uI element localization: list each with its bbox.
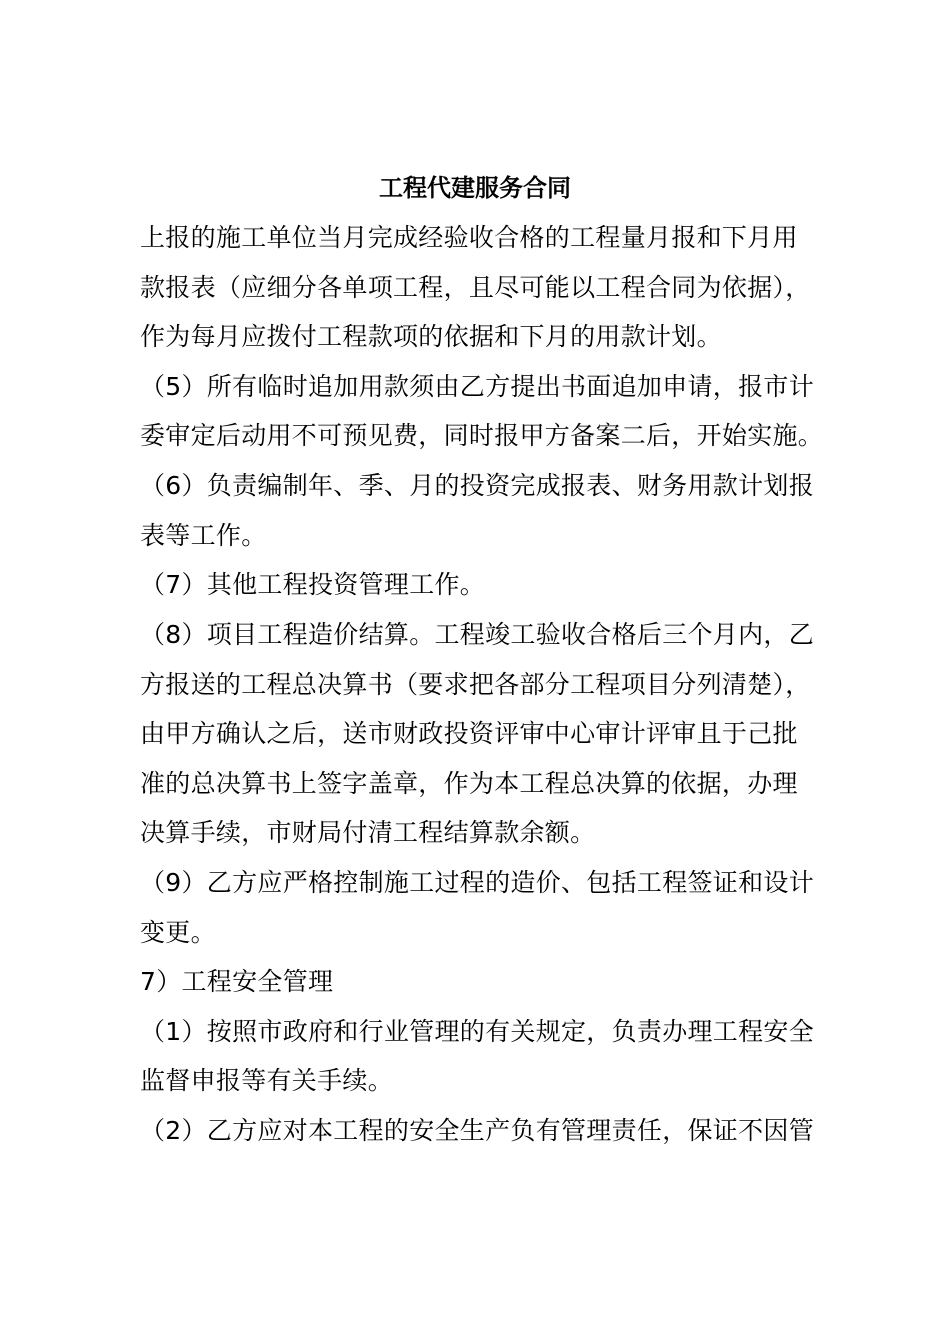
text-line: 款报表（应细分各单项工程，且尽可能以工程合同为依据）， xyxy=(140,273,811,302)
text-line: （9）乙方应严格控制施工过程的造价、包括工程签证和设计 xyxy=(140,868,815,897)
text-line: 变更。 xyxy=(140,918,216,947)
text-line: 由甲方确认之后，送市财政投资评审中心审计评审且于己批 xyxy=(140,719,798,748)
text-line: （8）项目工程造价结算。工程竣工验收合格后三个月内，乙 xyxy=(140,620,815,649)
text-line: 方报送的工程总决算书（要求把各部分工程项目分列清楚）， xyxy=(140,670,811,699)
text-line: （7）其他工程投资管理工作。 xyxy=(140,570,486,599)
text-line: （1）按照市政府和行业管理的有关规定，负责办理工程安全 xyxy=(140,1017,815,1046)
section-heading: 7）工程安全管理 xyxy=(140,967,334,996)
text-line: 监督申报等有关手续。 xyxy=(140,1066,394,1095)
text-line: 作为每月应拨付工程款项的依据和下月的用款计划。 xyxy=(140,322,722,351)
text-line: 上报的施工单位当月完成经验收合格的工程量月报和下月用 xyxy=(140,223,798,252)
text-line: 决算手续，市财局付清工程结算款余额。 xyxy=(140,818,596,847)
text-line: （2）乙方应对本工程的安全生产负有管理责任，保证不因管 xyxy=(140,1116,815,1145)
text-line: 委审定后动用不可预见费，同时报甲方备案二后，开始实施。 xyxy=(140,421,824,450)
text-line: （5）所有临时追加用款须由乙方提出书面追加申请，报市计 xyxy=(140,372,815,401)
text-line: 表等工作。 xyxy=(140,521,267,550)
document-title: 工程代建服务合同 xyxy=(379,174,571,202)
text-line: （6）负责编制年、季、月的投资完成报表、财务用款计划报 xyxy=(140,471,815,500)
text-line: 准的总决算书上签字盖章，作为本工程总决算的依据，办理 xyxy=(140,769,798,798)
